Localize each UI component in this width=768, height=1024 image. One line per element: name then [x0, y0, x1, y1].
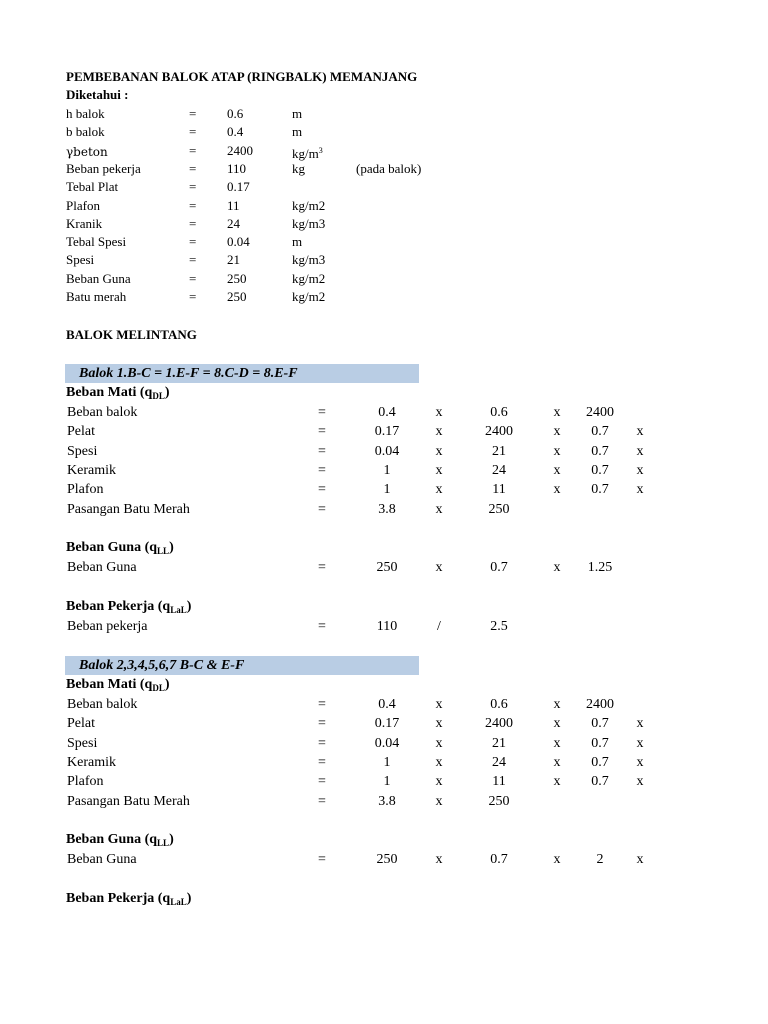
worker-load-heading: Beban Pekerja $(q_{LaL})$	[66, 891, 192, 907]
calc-value-1: 0.04	[374, 443, 400, 459]
calc-equals: =	[318, 560, 326, 575]
calc-value-1: 250	[376, 560, 398, 575]
dead-load-heading: Beban Mati $(q_{DL})$	[66, 385, 170, 401]
given-value: 0.17	[227, 179, 250, 195]
calc-operator-2: x	[553, 754, 561, 770]
calc-value-2: 11	[492, 774, 506, 790]
given-unit: $kg/m^3$	[292, 145, 323, 161]
calc-label: Pelat	[67, 424, 95, 440]
given-unit: kg/m2	[292, 270, 326, 286]
worker-load-heading-close: )	[186, 599, 192, 614]
calc-equals: =	[318, 793, 326, 809]
given-value: 0.6	[227, 106, 244, 121]
given-equals: =	[189, 160, 197, 176]
calc-value-3: 0.7	[591, 443, 609, 459]
calc-equals: =	[318, 424, 326, 440]
given-unit: kg/m2	[292, 197, 326, 213]
calc-operator-1: x	[435, 697, 443, 712]
calc-value-1: 3.8	[378, 793, 396, 809]
calc-value-3: 2	[596, 852, 604, 867]
given-name: Beban Guna	[66, 270, 131, 286]
calc-value-3: 0.7	[591, 716, 609, 732]
calc-value-3: 2400	[586, 697, 614, 712]
given-value: 11	[227, 197, 240, 213]
calc-operator-1: x	[435, 793, 443, 809]
calc-value-3: 0.7	[591, 424, 609, 440]
calc-value-2: 2400	[485, 716, 513, 732]
calc-operator-2: x	[553, 560, 561, 575]
given-name: b balok	[66, 124, 105, 140]
calc-operator-2: x	[553, 697, 561, 712]
calc-value-1: 1	[383, 774, 391, 790]
live-load-heading-subscript: LL	[157, 838, 170, 848]
given-equals: =	[189, 106, 197, 121]
calc-value-2: 0.7	[490, 852, 508, 867]
calc-operator-3: x	[636, 735, 644, 751]
live-load-heading-close: )	[169, 832, 174, 847]
given-unit: m	[292, 234, 303, 250]
calc-operator-1: /	[437, 619, 441, 634]
given-note: (pada balok)	[356, 160, 422, 176]
calc-operator-2: x	[553, 735, 561, 751]
given-value: 0.04	[227, 234, 250, 250]
live-load-heading-close: )	[169, 540, 174, 555]
calc-value-2: 24	[492, 754, 506, 770]
given-name: Beban pekerja	[66, 160, 141, 176]
given-value: 250	[227, 289, 247, 304]
calc-label: Beban pekerja	[67, 619, 148, 634]
page-title: PEMBEBANAN BALOK ATAP (RINGBALK) MEMANJANG	[66, 69, 418, 84]
given-name: Kranik	[66, 215, 103, 231]
calc-operator-3: x	[636, 462, 644, 478]
beam-section-band	[65, 364, 419, 383]
calc-label: Beban balok	[67, 405, 138, 420]
given-name: Spesi	[66, 252, 95, 268]
calc-operator-3: x	[636, 852, 644, 867]
calc-operator-3: x	[636, 482, 644, 498]
beam-section-title: Balok 2,3,4,5,6,7 B-C & E-F	[79, 658, 245, 673]
worker-load-heading-close: )	[186, 891, 192, 906]
calc-value-1: 110	[376, 619, 398, 634]
calc-equals: =	[318, 619, 326, 634]
given-name: Plafon	[66, 197, 100, 213]
given-unit: kg/m2	[292, 289, 326, 304]
calc-operator-2: x	[553, 424, 561, 440]
given-value: 250	[227, 270, 247, 286]
given-equals: =	[189, 179, 197, 195]
calc-value-2: 11	[492, 482, 506, 498]
live-load-heading: Beban Guna $(q_{LL})$	[66, 540, 174, 556]
calc-value-2: 250	[488, 793, 510, 809]
calc-operator-1: x	[435, 443, 443, 459]
calc-operator-1: x	[435, 482, 443, 498]
calc-value-2: 2400	[485, 424, 513, 440]
given-unit: m	[292, 124, 303, 140]
calc-value-3: 0.7	[591, 462, 609, 478]
live-load-heading-subscript: LL	[157, 546, 170, 556]
calc-equals: =	[318, 482, 326, 498]
given-name: h balok	[66, 106, 105, 121]
calc-label: Pelat	[67, 716, 95, 732]
given-value: 24	[227, 215, 240, 231]
given-equals: =	[189, 197, 197, 213]
calc-label: Keramik	[67, 462, 116, 478]
calc-operator-1: x	[435, 560, 443, 575]
calc-label: Plafon	[67, 482, 104, 498]
worker-load-heading-subscript: LaL	[170, 897, 187, 907]
beam-section-title: Balok 1.B-C = 1.E-F = 8.C-D = 8.E-F	[79, 366, 298, 381]
calc-operator-1: x	[435, 424, 443, 440]
calc-value-3: 0.7	[591, 482, 609, 498]
given-equals: =	[189, 270, 197, 286]
calc-value-2: 0.6	[490, 405, 508, 420]
calc-value-2: 250	[488, 501, 510, 517]
calc-label: Beban balok	[67, 697, 138, 712]
calc-value-3: 1.25	[587, 560, 613, 575]
calc-operator-1: x	[435, 774, 443, 790]
calc-label: Pasangan Batu Merah	[67, 501, 190, 517]
given-value: 0.4	[227, 124, 244, 140]
dead-load-heading-subscript: DL	[152, 683, 165, 693]
given-unit: kg/m3	[292, 215, 326, 231]
given-label: Diketahui :	[66, 87, 129, 102]
calc-operator-2: x	[553, 405, 561, 420]
calc-value-1: 0.04	[374, 735, 400, 751]
calc-equals: =	[318, 852, 326, 867]
given-value: 110	[227, 160, 247, 176]
calc-value-2: 21	[492, 735, 506, 751]
calc-operator-2: x	[553, 482, 561, 498]
beam-section-band	[65, 656, 419, 675]
calc-value-1: 1	[383, 754, 391, 770]
given-equals: =	[189, 215, 197, 231]
calc-value-2: 24	[492, 462, 506, 478]
calc-operator-3: x	[636, 443, 644, 459]
calc-operator-2: x	[553, 462, 561, 478]
calc-equals: =	[318, 716, 326, 732]
calc-operator-3: x	[636, 424, 644, 440]
calc-label: Plafon	[67, 774, 104, 790]
calc-label: Spesi	[67, 735, 98, 751]
section-title: BALOK MELINTANG	[66, 327, 197, 342]
unit-superscript: 3	[318, 145, 323, 155]
given-equals: =	[189, 234, 197, 250]
calc-operator-1: x	[435, 501, 443, 517]
calc-operator-2: x	[553, 443, 561, 459]
calc-operator-2: x	[553, 852, 561, 867]
calc-value-2: 0.6	[490, 697, 508, 712]
calc-value-1: 0.17	[374, 424, 400, 440]
calc-label: Keramik	[67, 754, 116, 770]
given-name: Batu merah	[66, 289, 127, 304]
calc-operator-1: x	[435, 754, 443, 770]
calc-operator-1: x	[435, 716, 443, 732]
worker-load-heading-subscript: LaL	[170, 605, 187, 615]
calc-equals: =	[318, 754, 326, 770]
calc-label: Beban Guna	[67, 560, 137, 575]
calc-label: Spesi	[67, 443, 98, 459]
calc-value-2: 2.5	[490, 619, 508, 634]
given-equals: =	[189, 252, 197, 268]
calc-value-1: 0.4	[378, 405, 396, 420]
given-equals: =	[189, 142, 197, 158]
calc-equals: =	[318, 405, 326, 420]
calc-equals: =	[318, 735, 326, 751]
calc-operator-1: x	[435, 852, 443, 867]
dead-load-heading: Beban Mati $(q_{DL})$	[66, 677, 170, 693]
calc-label: Beban Guna	[67, 852, 137, 867]
given-unit: m	[292, 106, 303, 121]
calc-value-3: 0.7	[591, 774, 609, 790]
calc-operator-3: x	[636, 754, 644, 770]
calc-operator-1: x	[435, 462, 443, 478]
calc-equals: =	[318, 443, 326, 459]
given-name: Tebal Spesi	[66, 234, 127, 250]
calc-equals: =	[318, 774, 326, 790]
calc-label: Pasangan Batu Merah	[67, 793, 190, 809]
given-equals: =	[189, 289, 197, 304]
given-value: 21	[227, 252, 240, 268]
calc-value-1: 3.8	[378, 501, 396, 517]
dead-load-heading-close: )	[164, 677, 170, 692]
calc-value-2: 21	[492, 443, 506, 459]
calc-operator-1: x	[435, 405, 443, 420]
dead-load-heading-subscript: DL	[152, 391, 165, 401]
given-unit: kg/m3	[292, 252, 326, 268]
given-value: 2400	[227, 142, 253, 158]
calc-operator-3: x	[636, 774, 644, 790]
given-unit: kg	[292, 160, 305, 176]
calc-equals: =	[318, 501, 326, 517]
calc-operator-2: x	[553, 774, 561, 790]
calc-value-3: 2400	[586, 405, 614, 420]
given-name: Tebal Plat	[66, 179, 119, 195]
calc-value-1: 250	[376, 852, 398, 867]
given-equals: =	[189, 124, 197, 140]
live-load-heading: Beban Guna $(q_{LL})$	[66, 832, 174, 848]
calc-value-1: 0.17	[374, 716, 400, 732]
dead-load-heading-close: )	[164, 385, 170, 400]
calc-operator-1: x	[435, 735, 443, 751]
calc-equals: =	[318, 697, 326, 712]
calc-value-3: 0.7	[591, 754, 609, 770]
calc-operator-2: x	[553, 716, 561, 732]
calc-value-1: 1	[383, 482, 391, 498]
calc-value-1: 1	[383, 462, 391, 478]
calc-operator-3: x	[636, 716, 644, 732]
calc-equals: =	[318, 462, 326, 478]
calc-value-1: 0.4	[378, 697, 396, 712]
calc-value-2: 0.7	[490, 560, 508, 575]
calc-value-3: 0.7	[591, 735, 609, 751]
worker-load-heading: Beban Pekerja $(q_{LaL})$	[66, 599, 192, 615]
given-name: γbeton	[66, 144, 108, 159]
